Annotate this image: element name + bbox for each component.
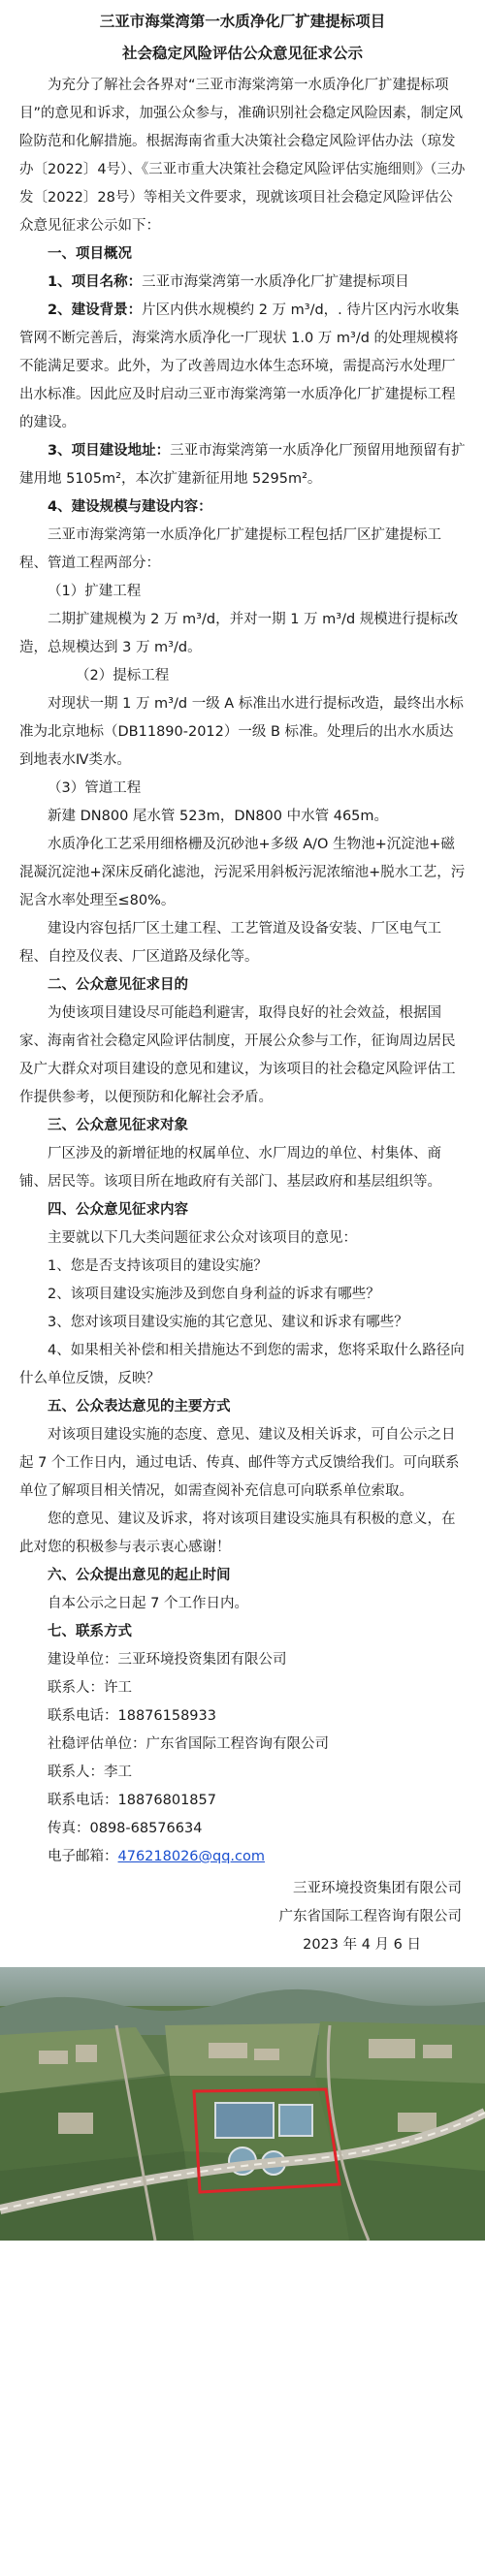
upgrade-heading: （2）提标工程	[76, 668, 170, 684]
section-1-heading: 一、项目概况	[48, 246, 132, 262]
contact-2-label: 联系人：	[48, 1765, 104, 1780]
address-text: 三亚市海棠湾第一水质净化厂预留用地预留有扩建用地 5105m²，本次扩建新征用地 5295m²。	[19, 443, 466, 487]
section-5-heading: 五、公众表达意见的主要方式	[48, 1399, 231, 1415]
section-3-heading: 三、公众意见征求对象	[48, 1118, 188, 1133]
background-label: 2、建设背景：	[48, 302, 143, 318]
section-4-heading: 四、公众意见征求内容	[48, 1202, 188, 1218]
construction-content-text: 建设内容包括厂区土建工程、工艺管道及设备安装、厂区电气工程、自控及仪表、厂区道路及绿化等。	[19, 921, 441, 965]
builder-value: 三亚环境投资集团有限公司	[117, 1652, 287, 1668]
contact-1-value: 许工	[104, 1680, 132, 1696]
contact-2-line	[19, 1759, 466, 1787]
email-label: 电子邮箱：	[48, 1849, 118, 1864]
contact-2-value: 李工	[104, 1765, 132, 1780]
pipeline-heading: （3）管道工程	[48, 780, 142, 796]
email-line	[19, 1843, 466, 1871]
fax-value: 0898-68576634	[89, 1821, 203, 1836]
scale-item	[19, 493, 466, 522]
evaluator-label: 社稳评估单位：	[48, 1736, 146, 1752]
expansion-heading: （1）扩建工程	[48, 584, 142, 599]
address-item	[19, 437, 466, 493]
section-2-text: 为使该项目建设尽可能趋利避害，取得良好的社会效益，根据国家、海南省社会稳定风险评估制度，开展公众参与工作，征询周边居民及广大群众对项目建设的意见和建议，为该项目的社会稳定风险评估工作提供参考，以便预防和化解社会矛盾。	[19, 1005, 456, 1105]
fax-line	[19, 1815, 466, 1843]
upgrade-text: 对现状一期 1 万 m³/d 一级 A 标准出水进行提标改造，最终出水标准为北京地标（DB11890-2012）一级 B 标准。处理后的出水水质达到地表水Ⅳ类水。	[19, 696, 464, 768]
section-5-text-2: 您的意见、建议及诉求，将对该项目建设实施具有积极的意义，在此对您的积极参与表示衷心感谢！	[19, 1511, 456, 1555]
section-7-heading: 七、联系方式	[48, 1624, 132, 1639]
fax-label: 传真：	[48, 1821, 90, 1836]
question-2: 2、该项目建设实施涉及到您自身利益的诉求有哪些？	[48, 1287, 380, 1302]
email-link[interactable]: 476218026@qq.com	[117, 1849, 266, 1864]
section-4-lead: 主要就以下几大类问题征求公众对该项目的意见：	[48, 1230, 357, 1246]
process-text: 水质净化工艺采用细格栅及沉砂池+多级 A/O 生物池+沉淀池+磁混凝沉淀池+深床反硝化滤池，污泥采用斜板污泥浓缩池+脱水工艺，污泥含水率处理至≤80%。	[19, 837, 466, 908]
phone-2-label: 联系电话：	[48, 1793, 118, 1808]
background-item	[19, 297, 466, 437]
notice-title-line2: 社会稳定风险评估公众意见征求公示	[121, 45, 363, 62]
section-2-heading: 二、公众意见征求目的	[48, 977, 188, 993]
project-name-label: 1、项目名称：	[48, 274, 143, 290]
section-5-text-1: 对该项目建设实施的态度、意见、建议及相关诉求，可自公示之日起 7 个工作日内，通过电话、传真、邮件等方式反馈给我们。可向联系单位了解项目相关情况，如需查阅补充信息可向联系单位索取。	[19, 1427, 460, 1499]
phone-2-line	[19, 1787, 466, 1815]
signature-org-2: 广东省国际工程咨询有限公司	[278, 1909, 462, 1924]
phone-1-label: 联系电话：	[48, 1708, 118, 1724]
signature-date: 2023 年 4 月 6 日	[303, 1937, 421, 1953]
question-3: 3、您对该项目建设实施的其它意见、建议和诉求有哪些？	[48, 1315, 408, 1330]
scale-label: 4、建设规模与建设内容：	[48, 499, 212, 515]
phone-1-value: 18876158933	[117, 1708, 216, 1724]
project-name-text: 三亚市海棠湾第一水质净化厂扩建提标项目	[142, 274, 409, 290]
pipeline-text: 新建 DN800 尾水管 523m，DN800 中水管 465m。	[48, 809, 389, 824]
aerial-site-photo	[0, 1967, 485, 2241]
address-label: 3、项目建设地址：	[48, 443, 171, 459]
contact-1-line	[19, 1674, 466, 1702]
expansion-text: 二期扩建规模为 2 万 m³/d，并对一期 1 万 m³/d 规模进行提标改造，总规模达到 3 万 m³/d。	[19, 612, 459, 655]
phone-1-line	[19, 1702, 466, 1731]
question-1: 1、您是否支持该项目的建设实施？	[48, 1258, 268, 1274]
scale-text: 三亚市海棠湾第一水质净化厂扩建提标工程包括厂区扩建提标工程、管道工程两部分：	[19, 527, 441, 571]
signature-org-1: 三亚环境投资集团有限公司	[293, 1881, 462, 1896]
phone-2-value: 18876801857	[117, 1793, 216, 1808]
builder-label: 建设单位：	[48, 1652, 118, 1668]
project-name-item	[19, 269, 466, 297]
contact-1-label: 联系人：	[48, 1680, 104, 1696]
question-4: 4、如果相关补偿和相关措施达不到您的需求，您将采取什么路径向什么单位反馈，反映？	[19, 1343, 465, 1386]
evaluator-value: 广东省国际工程咨询有限公司	[146, 1736, 329, 1752]
evaluator-line	[19, 1731, 466, 1759]
section-6-text: 自本公示之日起 7 个工作日内。	[48, 1596, 248, 1611]
intro-paragraph: 为充分了解社会各界对“三亚市海棠湾第一水质净化厂扩建提标项目”的意见和诉求，加强公众参与，准确识别社会稳定风险因素，制定风险防范和化解措施。根据海南省重大决策社会稳定风险评估办法（琼发办〔2022〕4号）、《三亚市重大决策社会稳定风险评估实施细则》（三办发〔2022〕28号）等相关文件要求，现就该项目社会稳定风险评估公众意见征求公示如下：	[19, 78, 466, 234]
notice-title-line1: 三亚市海棠湾第一水质净化厂扩建提标项目	[99, 13, 386, 30]
section-3-text: 厂区涉及的新增征地的权属单位、水厂周边的单位、村集体、商铺、居民等。该项目所在地政府有关部门、基层政府和基层组织等。	[19, 1146, 441, 1190]
builder-line	[19, 1646, 466, 1674]
section-6-heading: 六、公众提出意见的起止时间	[48, 1568, 231, 1583]
background-text: 片区内供水规模约 2 万 m³/d，. 待片区内污水收集管网不断完善后，海棠湾水质净化一厂现状 1.0 万 m³/d 的处理规模将不能满足要求。此外，为了改善周边水体生态环境，需提高污水处理厂出水标准。因此应及时启动三亚市海棠湾第一水质净化厂扩建提标工程的建设。	[19, 302, 460, 430]
